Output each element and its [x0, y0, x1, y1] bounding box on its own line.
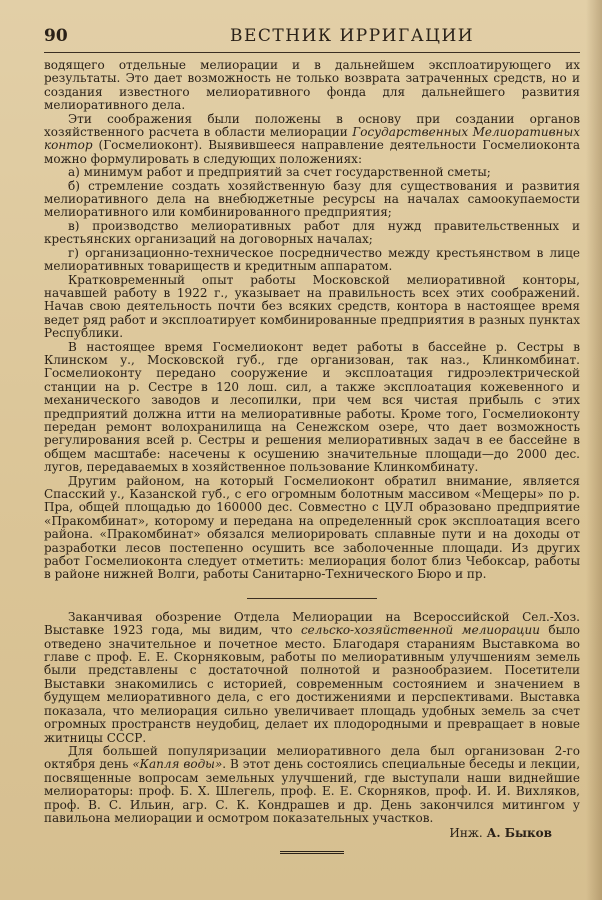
section-divider	[247, 598, 377, 599]
signature-prefix: Инж.	[449, 826, 483, 841]
list-item-c: в) производство мелиоративных работ для нужд правительственных и крестьянских организаций на договорных началах;	[44, 218, 580, 247]
signature-name: А. Быков	[486, 826, 552, 841]
emphasis-drop-of-water: «Капля воды»	[132, 757, 223, 772]
paragraph-klinkombinat: В настоящее время Госмелиоконт ведет работы в бассейне р. Сестры в Клинском у., Московской губ., где организован, так наз., Клинкомбинат. Госмелиоконту передано сооружение и эксплоатация гидроэлектрической станции на р. Сестре в 120 лош. сил, а также эксплоатация кожевенного и механического заводов и лесопилки, при чем вся чистая прибыль с этих предприятий должна итти на мелиоративные работы. Кроме того, Госмелиоконту передан ремонт волохранилища на Сенежском озере, что дает возможность регулирования всей р. Сестры и решения мелиоративных задач в ее бассейне в общем масштабе: насечены к осушению значительные площади—до 2000 дес. лугов, передаваемых в хозяйственное пользование Клинкомбинату.	[44, 339, 580, 475]
page-number: 90	[44, 26, 68, 46]
paragraph-drop-of-water-day: Для большей популяризации мелиоративного дела был организован 2-го октября день «Капля воды». В этот день состоялись специальные беседы и лекции, посвященные вопросам земельных улучшений, где выступали наши виднейшие мелиораторы: проф. Б. Х. Шлегель, проф. Е. Е. Скорняков, проф. И. И. Вихляков, проф. В. С. Ильин, агр. С. К. Кондрашев и др. День закончился митингом у павильона мелиорации и осмотром показательных участков.	[44, 743, 581, 825]
list-item-a: а) минимум работ и предприятий за счет государственной сметы;	[68, 165, 491, 180]
paragraph-moscow-office: Кратковременный опыт работы Московской мелиоративной конторы, начавшей работу в 1922 г., указывает на правильность всех этих соображений. Начав свою деятельность почти без всяких средств, контора в настоящее время ведет ряд работ и эксплоатирует комбинированные предприятия в разных пунктах Республики.	[44, 272, 580, 341]
article-body	[44, 59, 580, 841]
end-divider	[280, 851, 344, 857]
paragraph-conclusion: Заканчивая обозрение Отдела Мелиорации на Всероссийской Сел.-Хоз. Выставке 1923 года, мы видим, что сельско-хозяйственной мелиорации было отведено значительное и почетное место. Благодаря стараниям Выставкома во главе с проф. Е. Е. Скорняковым, работы по мелиоративным улучшениям земель были представлены с достаточной полнотой и разнообразием. Посетители Выставки знакомились с историей, современным состоянием и значением в будущем мелиоративного дела, с его достижениями и перспективами. Выставка показала, что мелиорация сильно увеличивает площадь удобных земель за счет огромных пространств неудобиц, делает их плодородными и превращает в новые житницы СССР.	[44, 609, 580, 745]
author-signature	[44, 827, 580, 840]
emphasis-agri-melioration: сельско-хозяйственной мелиорации	[300, 623, 540, 638]
paragraph-prakombinat: Другим районом, на который Госмелиоконт обратил внимание, является Спасский у., Казанской губ., с его огромным болотным массивом «Мещеры» по р. Пра, общей площадью до 160000 дес. Совместно с ЦУЛ образовано предприятие «Пракомбинат», которому и передана на определенный срок эксплоатация всего района. «Пракомбинат» обязался мелиорировать сплавные пути и на доходы от разработки лесов постепенно осушить все заболоченные площади. Из других работ Госмелиоконта следует отметить: мелиорация болот близ Чебоксар, работы в районе нижней Волги, работы Санитарно-Технического Бюро и пр.	[44, 473, 580, 582]
paragraph-continued: водящего отдельные мелиорации и в дальнейшем эксплоатирующего их результаты. Это дает возможность не только возврата затраченных средств, но и создания известного мелиоративного фонда для дальнейшего развития мелиоративного дела.	[44, 58, 580, 113]
paragraph-hozraschet: Эти соображения были положены в основу при создании органов хозяйственного расчета в области мелиорации Государственных Мелиоративных контор (Госмелиоконт). Выявившееся направление деятельности Госмелиоконта можно формулировать в следующих положениях:	[44, 111, 580, 166]
page-header	[44, 26, 580, 53]
list-item-b: б) стремление создать хозяйственную базу для существования и развития мелиоративного дела на внебюджетные ресурсы на началах самоокупаемости мелиоративного или комбинированного предприятия;	[44, 178, 580, 220]
journal-title: ВЕСТНИК ИРРИГАЦИИ	[230, 26, 475, 46]
gosmelio-title: Государственных Мелиоративных контор	[44, 125, 580, 153]
list-item-d: г) организационно-техническое посредничество между крестьянством в лице мелиоративных товариществ и кредитным аппаратом.	[44, 245, 580, 274]
